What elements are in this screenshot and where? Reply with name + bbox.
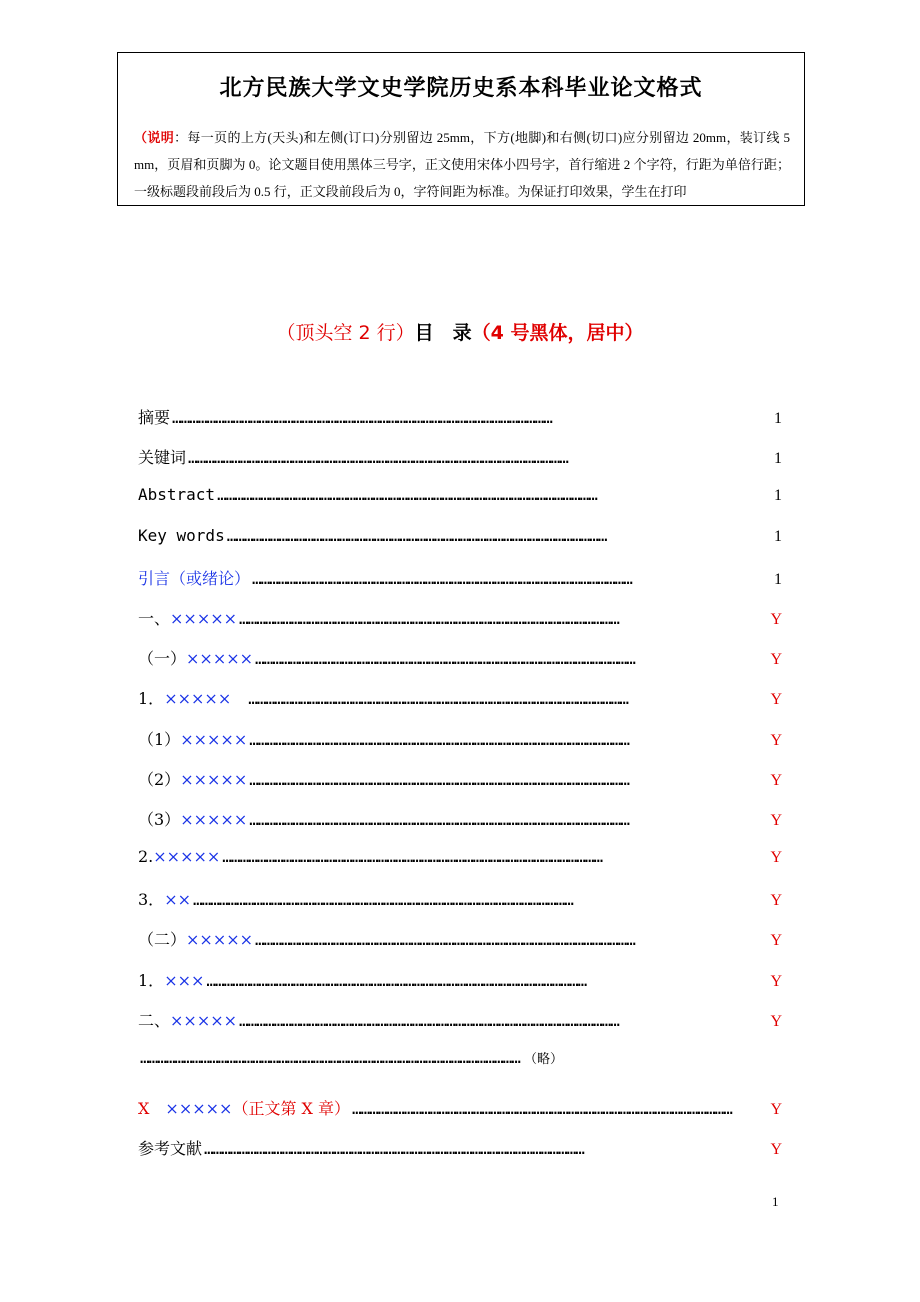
leader-dots: ……………………………………………………………………………………………………………………	[233, 689, 629, 709]
toc-entry-keywords-cn	[138, 445, 782, 485]
toc-entry-label: 关键词	[138, 448, 187, 468]
toc-entry-item-3	[138, 807, 782, 847]
leader-dots: ……………………………………………………………………………………………………………………	[172, 408, 552, 427]
toc-entry-page: Y	[770, 972, 782, 990]
toc-entry-introduction	[138, 566, 782, 606]
toc-entry-page: 1	[774, 450, 782, 468]
table-of-contents	[138, 405, 782, 1177]
toc-entry-page: Y	[770, 932, 782, 950]
leader-dots: ……………………………………………………………………………………………………………………	[352, 1099, 732, 1119]
leader-dots: ……………………………………………………………………………………………………………………	[255, 930, 635, 950]
toc-entry-label: ×××××	[180, 769, 248, 789]
toc-entry-page: Y	[770, 691, 782, 709]
toc-entry-label: ××	[164, 890, 191, 910]
toc-entry-prefix: X	[138, 1099, 150, 1119]
leader-dots: ……………………………………………………………………………………………………………………	[188, 448, 568, 468]
toc-entry-label: 引言（或绪论）	[138, 568, 251, 588]
leader-dots: ……………………………………………………………………………………………………………………	[140, 1048, 520, 1067]
toc-entry-prefix: 二、	[138, 1010, 171, 1030]
leader-dots: ……………………………………………………………………………………………………………………	[204, 1139, 584, 1159]
toc-entry-keywords-en	[138, 526, 782, 566]
toc-entry-prefix: 一、	[138, 608, 171, 628]
leader-dots: ……………………………………………………………………………………………………………………	[217, 485, 597, 505]
format-note	[134, 124, 790, 205]
toc-entry-page: 1	[774, 487, 782, 505]
toc-entry-section-1	[138, 646, 782, 686]
leader-dots: ……………………………………………………………………………………………………………………	[206, 970, 587, 990]
toc-entry-section-2	[138, 927, 782, 967]
leader-dots: ……………………………………………………………………………………………………………………	[239, 608, 619, 628]
toc-entry-prefix: （2）	[138, 769, 181, 789]
toc-entry-subsection-1	[138, 686, 782, 726]
toc-entry-prefix: 3．	[138, 890, 165, 910]
toc-entry-page: Y	[770, 811, 782, 829]
toc-entry-item-2	[138, 767, 782, 807]
toc-entry-subsection-3	[138, 887, 782, 927]
toc-entry-note: （正文第 X 章）	[232, 1099, 351, 1119]
leader-dots: ……………………………………………………………………………………………………………………	[222, 847, 603, 867]
toc-entry-chapter-1	[138, 606, 782, 646]
toc-entry-label: ×××××	[170, 1010, 238, 1030]
toc-entry-page: Y	[770, 892, 782, 910]
toc-entry-label: ×××××	[186, 649, 254, 669]
toc-entry-page: Y	[770, 771, 782, 789]
toc-heading-suffix: （4 号黑体，居中）	[471, 322, 644, 344]
toc-entry-prefix: 1．	[138, 689, 165, 709]
page-number: 1	[772, 1194, 779, 1209]
omitted-note: （略）	[524, 1051, 564, 1066]
toc-entry-page: Y	[770, 610, 782, 628]
toc-entry-page: Y	[770, 651, 782, 669]
leader-dots: ……………………………………………………………………………………………………………………	[255, 649, 635, 669]
toc-omitted-row	[138, 1048, 782, 1088]
leader-dots: ……………………………………………………………………………………………………………………	[249, 729, 630, 749]
toc-entry-page: 1	[774, 527, 782, 545]
toc-entry-prefix: （3）	[138, 809, 181, 829]
toc-entry-label: ×××××	[170, 608, 238, 628]
document-title: 北方民族大学文史学院历史系本科毕业论文格式	[219, 76, 703, 101]
leader-dots: ……………………………………………………………………………………………………………………	[249, 769, 630, 789]
toc-entry-references	[138, 1136, 782, 1176]
toc-entry-page: Y	[770, 1141, 782, 1159]
leader-dots: ……………………………………………………………………………………………………………………	[193, 890, 573, 910]
toc-entry-page: Y	[770, 1101, 782, 1119]
toc-entry-item-1	[138, 727, 782, 767]
toc-entry-prefix: 2.	[138, 847, 154, 867]
toc-entry-prefix: （二）	[138, 930, 187, 950]
toc-entry-page: Y	[770, 731, 782, 749]
toc-entry-label: 摘要	[138, 408, 171, 427]
toc-entry-page: 1	[774, 570, 782, 588]
toc-heading-title: 目 录	[414, 322, 472, 344]
toc-entry-page: Y	[770, 1012, 782, 1030]
toc-entry-label: ×××××	[180, 729, 248, 749]
leader-dots: ……………………………………………………………………………………………………………………	[252, 568, 632, 588]
toc-entry-page: Y	[770, 849, 782, 867]
toc-entry-label: ×××××	[180, 809, 248, 829]
toc-entry-label: Abstract	[138, 485, 216, 505]
toc-entry-label: Key words	[138, 525, 225, 545]
toc-entry-page: 1	[774, 410, 782, 427]
toc-entry-abstract-cn	[138, 405, 782, 445]
note-label: 说明	[147, 130, 175, 145]
toc-entry-prefix: （1）	[138, 729, 181, 749]
leader-dots: ……………………………………………………………………………………………………………………	[249, 809, 630, 829]
toc-entry-prefix: （一）	[138, 649, 187, 669]
toc-entry-subsection-4	[138, 968, 782, 1008]
toc-entry-label: ×××××	[165, 1099, 233, 1119]
toc-entry-chapter-x	[138, 1096, 782, 1136]
toc-entry-abstract-en	[138, 485, 782, 525]
toc-entry-prefix: 1．	[138, 970, 165, 990]
toc-entry-label: ×××××	[164, 689, 232, 709]
note-open-paren: （	[134, 130, 148, 145]
toc-entry-label: ×××	[164, 970, 205, 990]
leader-dots: ……………………………………………………………………………………………………………………	[226, 525, 607, 545]
toc-entry-label: ×××××	[186, 930, 254, 950]
format-notice-box	[117, 52, 805, 206]
toc-entry-label: ×××××	[153, 847, 221, 867]
note-text: ：每一页的上方(天头)和左侧(订口)分别留边 25mm，下方(地脚)和右侧(切口)应分别留边 20mm，装订线 5 mm，页眉和页脚为 0。论文题目使用黑体三号字，正文使用宋体小四号字，首行缩进 2 个字符，行距为单倍行距；一级标题段前段后为 0.5 行，正文段前段后为 0，字符间距为标准。为保证打印效果，学生在打印	[134, 130, 790, 199]
leader-dots: ……………………………………………………………………………………………………………………	[239, 1010, 619, 1030]
toc-entry-chapter-2	[138, 1008, 782, 1048]
toc-entry-subsection-2	[138, 847, 782, 887]
toc-heading-prefix: （顶头空 2 行）	[276, 322, 415, 344]
toc-entry-label: 参考文献	[138, 1139, 203, 1159]
toc-heading	[0, 318, 920, 345]
